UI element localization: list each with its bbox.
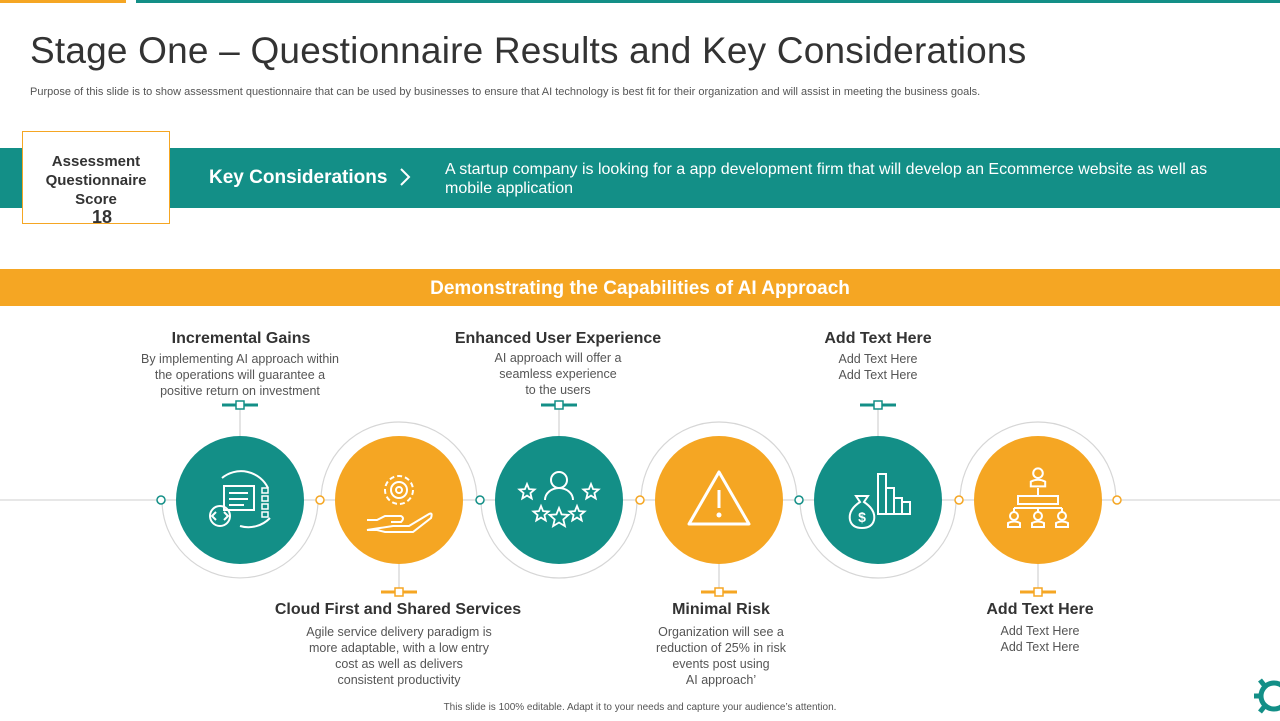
item-heading-5: Add Text Here [824,330,932,347]
item-desc-3: AI approach will offer a seamless experience to the users [494,351,622,397]
gear-logo-icon [1248,672,1280,721]
score-label: Assessment Questionnaire Score [45,153,147,208]
item-desc-5: Add Text Here Add Text Here [838,352,918,382]
item-desc-6: Add Text Here Add Text Here [1000,624,1080,654]
node-circle-3 [495,436,623,564]
capabilities-title: Demonstrating the Capabilities of AI Approach [430,278,850,299]
page-subtitle: Purpose of this slide is to show assessment questionnaire that can be used by businesses to ensure that AI technology is best fit for their organization and will assist in meeting the business goals. [30,86,981,98]
key-considerations-title: Key Considerations [209,167,388,188]
item-heading-3: Enhanced User Experience [454,330,662,347]
item-desc-2: Agile service delivery paradigm is more adaptable, with a low entry cost as well as delivers consistent productivity [306,625,492,687]
item-desc-4: Organization will see a reduction of 25% in risk events post using AI approach’ [656,625,786,687]
key-considerations-text: A startup company is looking for a app development firm that will develop an Ecommerce website as well as mobile application [445,161,1208,197]
footer-note: This slide is 100% editable. Adapt it to your needs and capture your audience’s attention. [443,702,837,713]
svg-text:$: $ [858,509,866,525]
item-heading-4: Minimal Risk [672,601,770,618]
item-desc-1: By implementing AI approach within the operations will guarantee a positive return on investment [140,352,340,398]
item-heading-2: Cloud First and Shared Services [274,601,522,618]
node-circle-2 [335,436,463,564]
item-heading-1: Incremental Gains [171,330,311,347]
item-heading-6: Add Text Here [986,601,1094,618]
node-circle-6 [974,436,1102,564]
page-title: Stage One – Questionnaire Results and Key Considerations [30,30,1027,71]
score-value: 18 [91,207,113,227]
